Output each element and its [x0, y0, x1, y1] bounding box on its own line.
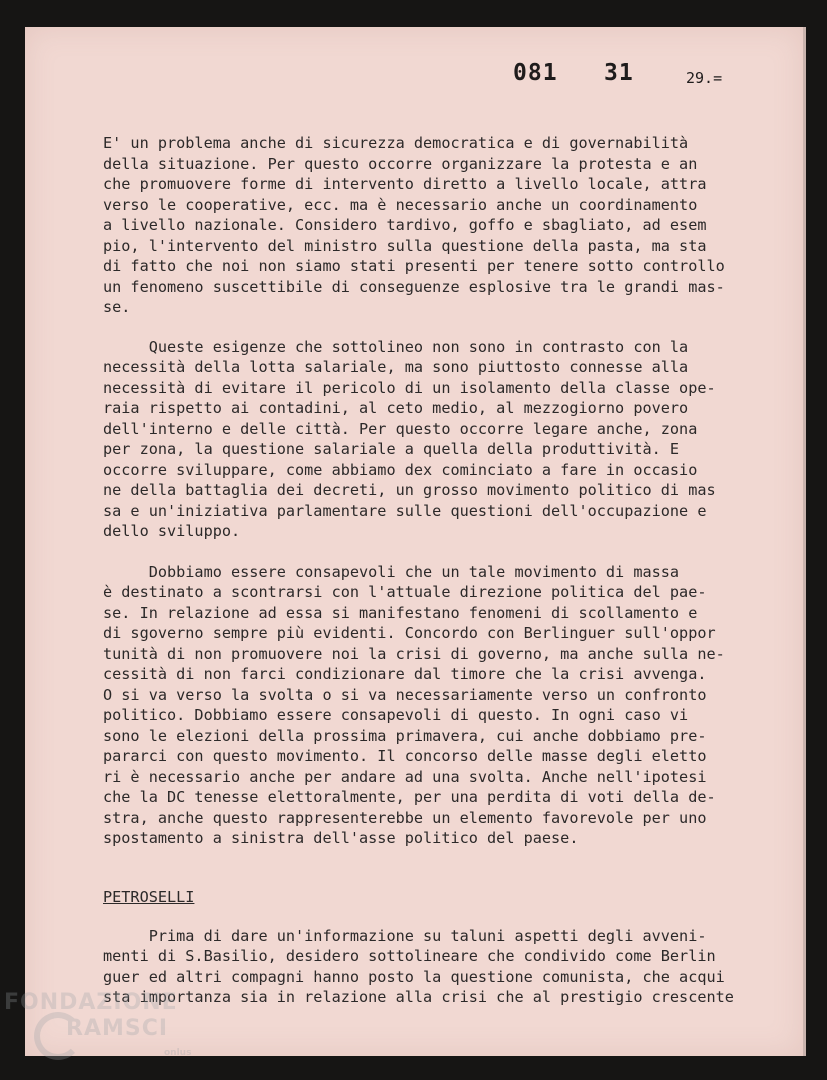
- text-line: sa e un'iniziativa parlamentare sulle questioni dell'occupazione e: [103, 502, 707, 520]
- text-line: di sgoverno sempre più evidenti. Concordo con Berlinguer sull'oppor: [103, 624, 716, 642]
- text-line: E' un problema anche di sicurezza democratica e di governabilità: [103, 134, 689, 152]
- watermark-text: FONDAZIONE: [4, 990, 178, 1015]
- text-line: dell'interno e delle città. Per questo occorre legare anche, zona: [103, 420, 698, 438]
- watermark-text: RAMSCI: [66, 1016, 169, 1041]
- text-line: occorre sviluppare, come abbiamo dex cominciato a fare in occasio: [103, 461, 698, 479]
- text-line: dello sviluppo.: [103, 522, 241, 540]
- text-line: a livello nazionale. Considero tardivo, goffo e sbagliato, ad esem: [103, 216, 707, 234]
- text-line: un fenomeno suscettibile di conseguenze esplosive tra le grandi mas-: [103, 278, 725, 296]
- text-line: pio, l'intervento del ministro sulla questione della pasta, ma sta: [103, 237, 707, 255]
- page-number: 29.=: [686, 69, 723, 87]
- text-line: della situazione. Per questo occorre organizzare la protesta e an: [103, 155, 698, 173]
- text-line: se.: [103, 298, 131, 316]
- page-edge: [803, 27, 806, 1056]
- document-subnumber: 31: [604, 60, 634, 86]
- speaker-heading: PETROSELLI: [103, 888, 195, 906]
- text-line: di fatto che noi non siamo stati presenti per tenere sotto controllo: [103, 257, 725, 275]
- text-line: verso le cooperative, ecc. ma è necessario anche un coordinamento: [103, 196, 698, 214]
- text-line: necessità della lotta salariale, ma sono piuttosto connesse alla: [103, 358, 689, 376]
- text-line: Prima di dare un'informazione su taluni aspetti degli avveni-: [103, 927, 707, 945]
- text-line: politico. Dobbiamo essere consapevoli di questo. In ogni caso vi: [103, 706, 689, 724]
- text-line: pararci con questo movimento. Il concorso delle masse degli eletto: [103, 747, 707, 765]
- text-line: è destinato a scontrarsi con l'attuale direzione politica del pae-: [103, 583, 707, 601]
- text-line: tunità di non promuovere noi la crisi di governo, ma anche sulla ne-: [103, 645, 725, 663]
- text-line: sta importanza sia in relazione alla crisi che al prestigio crescente: [103, 988, 734, 1006]
- text-line: spostamento a sinistra dell'asse politico del paese.: [103, 829, 579, 847]
- text-line: che promuovere forme di intervento diretto a livello locale, attra: [103, 175, 707, 193]
- text-line: se. In relazione ad essa si manifestano fenomeni di scollamento e: [103, 604, 698, 622]
- text-line: Queste esigenze che sottolineo non sono in contrasto con la: [103, 338, 689, 356]
- document-number: 081: [513, 60, 558, 86]
- text-line: ne della battaglia dei decreti, un grosso movimento politico di mas: [103, 481, 716, 499]
- text-line: ri è necessario anche per andare ad una svolta. Anche nell'ipotesi: [103, 768, 707, 786]
- text-line: sono le elezioni della prossima primavera, cui anche dobbiamo pre-: [103, 727, 707, 745]
- watermark-text: onlus: [164, 1048, 192, 1058]
- text-line: necessità di evitare il pericolo di un isolamento della classe ope-: [103, 379, 716, 397]
- text-line: raia rispetto ai contadini, al ceto medio, al mezzogiorno povero: [103, 399, 689, 417]
- text-line: che la DC tenesse elettoralmente, per una perdita di voti della de-: [103, 788, 716, 806]
- text-line: menti di S.Basilio, desidero sottolineare che condivido come Berlin: [103, 947, 716, 965]
- text-line: per zona, la questione salariale a quella della produttività. E: [103, 440, 680, 458]
- fondazione-gramsci-watermark: [4, 990, 214, 1070]
- text-line: O si va verso la svolta o si va necessariamente verso un confronto: [103, 686, 707, 704]
- text-line: cessità di non farci condizionare dal timore che la crisi avvenga.: [103, 665, 707, 683]
- text-line: Dobbiamo essere consapevoli che un tale movimento di massa: [103, 563, 680, 581]
- text-line: guer ed altri compagni hanno posto la questione comunista, che acqui: [103, 968, 725, 986]
- text-line: stra, anche questo rappresenterebbe un elemento favorevole per uno: [103, 809, 707, 827]
